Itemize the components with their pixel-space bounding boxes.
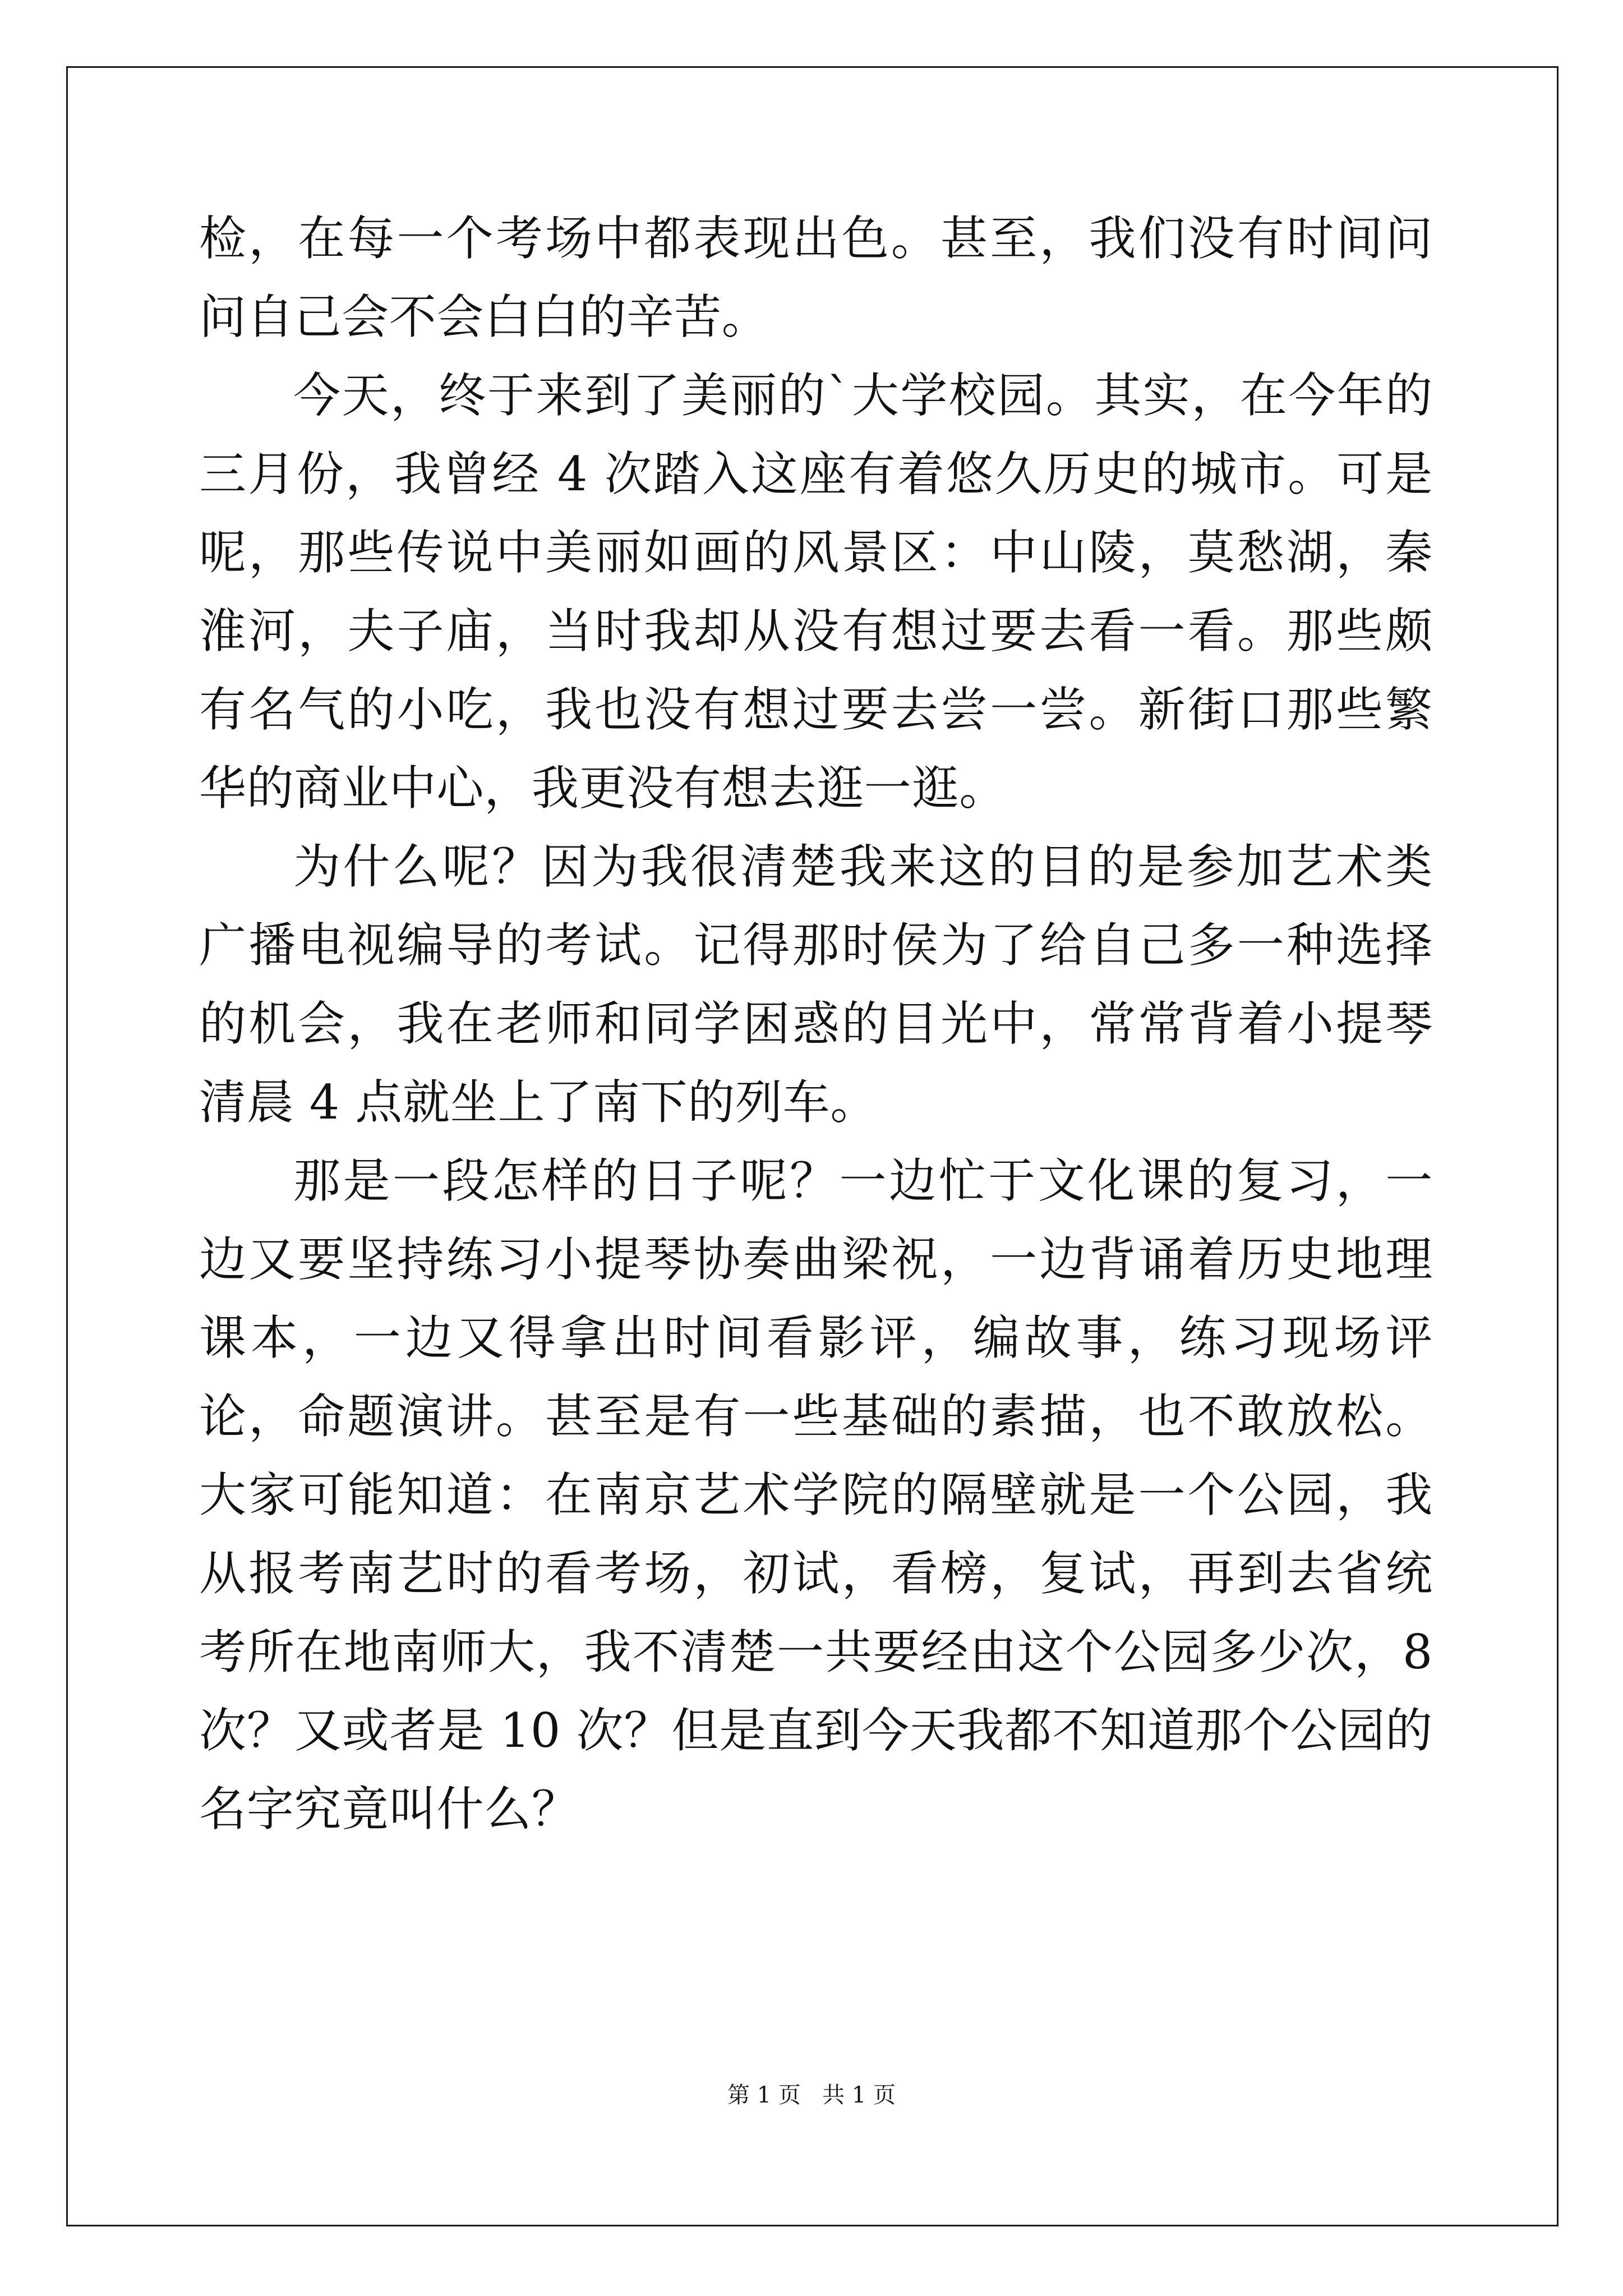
paragraph-1: 检，在每一个考场中都表现出色。甚至，我们没有时间问问自己会不会白白的辛苦。: [199, 211, 1433, 344]
page-footer: [0, 2080, 1623, 2110]
page-number: 第 1 页: [727, 2082, 801, 2108]
paragraph-2: 今天，终于来到了美丽的`大学校园。其实，在今年的三月份，我曾经 4 次踏入这座有着悠久历史的城市。可是呢，那些传说中美丽如画的风景区：中山陵，莫愁湖，秦淮河，夫子庙，当时我却从没有想过要去看一看。那些颇有名气的小吃，我也没有想过要去尝一尝。新街口那些繁华的商业中心，我更没有想去逛一逛。: [199, 368, 1433, 816]
document-body: [199, 199, 1433, 1848]
paragraph-4: 那是一段怎样的日子呢？一边忙于文化课的复习，一边又要坚持练习小提琴协奏曲梁祝，一边背诵着历史地理课本，一边又得拿出时间看影评，编故事，练习现场评论，命题演讲。甚至是有一些基础的素描，也不敢放松。大家可能知道：在南京艺术学院的隔壁就是一个公园，我从报考南艺时的看考场，初试，看榜，复试，再到去省统考所在地南师大，我不清楚一共要经由这个公园多少次，8 次？又或者是 10 次？但是直到今天我都不知道那个公园的名字究竟叫什么？: [199, 1153, 1433, 1837]
page-total: 共 1 页: [822, 2082, 896, 2108]
paragraph-3: 为什么呢？因为我很清楚我来这的目的是参加艺术类广播电视编导的考试。记得那时侯为了给自己多一种选择的机会，我在老师和同学困惑的目光中，常常背着小提琴清晨 4 点就坐上了南下的列车。: [199, 839, 1433, 1130]
